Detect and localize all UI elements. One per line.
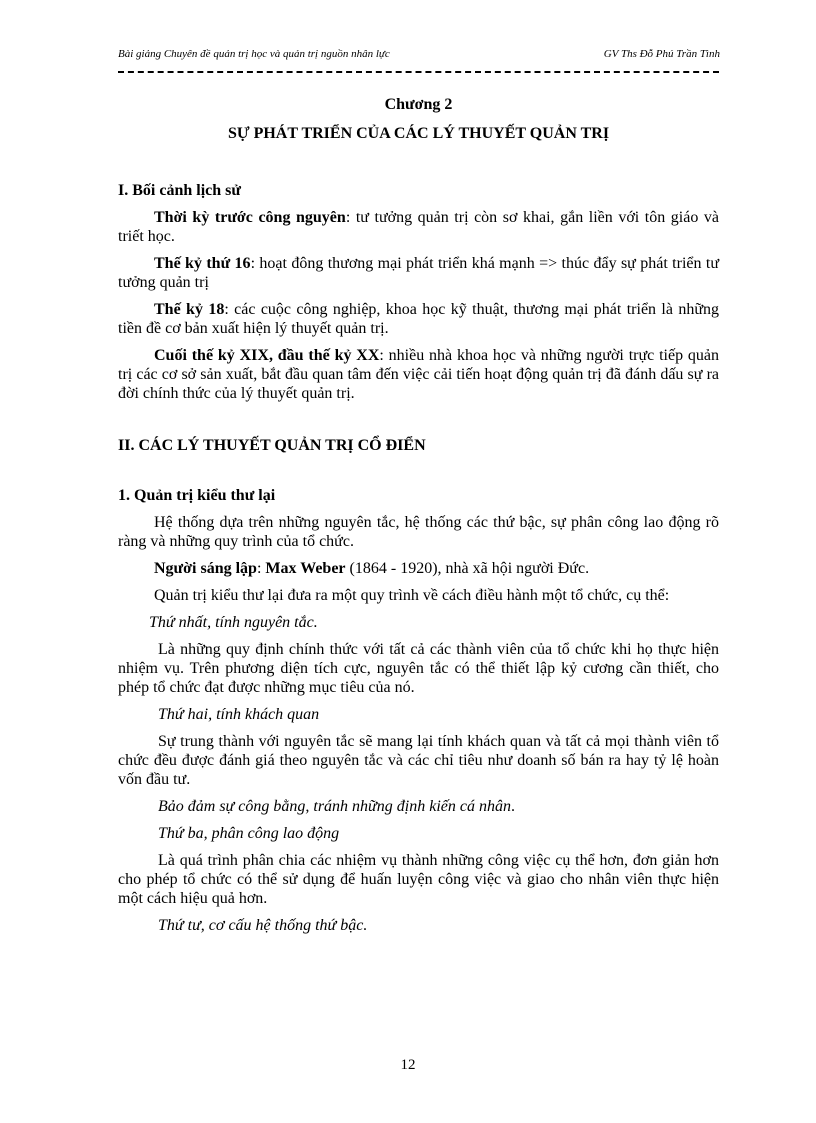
paragraph-text: : nhiều nhà khoa học và những người trực tiếp quản trị các cơ sở sản xuất, bắt đầu quan tâm đến việc cải tiến hoạt động quản trị đã đánh dấu sự ra đời chính thức của lý thuyết quản trị.	[118, 347, 719, 402]
paragraph-process: Quản trị kiểu thư lại đưa ra một quy trình về cách điều hành một tổ chức, cụ thể:	[154, 587, 670, 604]
term-bc: Thời kỳ trước công nguyên	[154, 209, 346, 226]
term-founder: Người sáng lập	[154, 560, 257, 577]
italic-fairness	[118, 797, 719, 816]
document-body	[118, 95, 719, 935]
fairness-period: .	[510, 798, 515, 815]
paragraph-text: : các cuộc công nghiệp, khoa học kỹ thuật, thương mại phát triển là những tiền đề cơ bản xuất hiện lý thuyết quản trị.	[118, 301, 720, 337]
term-18th: Thế kỷ 18	[154, 301, 225, 318]
subsection-heading-bureaucracy: 1. Quản trị kiểu thư lại	[118, 487, 276, 504]
italic-second-objectivity: Thứ hai, tính khách quan	[158, 706, 320, 723]
term-19th-20th: Cuối thế kỷ XIX, đầu thế kỷ XX	[154, 347, 380, 364]
paragraph-text: : hoạt đông thương mại phát triển khá mạnh => thúc đẩy sự phát triển tư tưởng quản trị	[118, 255, 720, 291]
paragraph-bc	[118, 208, 719, 246]
paragraph-bureaucracy-def: Hệ thống dựa trên những nguyên tắc, hệ thống các thứ bậc, sự phân công lao động rõ ràng và những quy trình của tổ chức.	[118, 514, 719, 550]
page-number: 12	[400, 1057, 416, 1073]
italic-fourth-hierarchy: Thứ tư, cơ cấu hệ thống thứ bậc.	[158, 917, 368, 934]
separator: :	[256, 560, 266, 577]
italic-first-principle: Thứ nhất, tính nguyên tắc.	[149, 614, 318, 631]
paragraph-founder	[118, 559, 719, 578]
chapter-title: SỰ PHÁT TRIỂN CỦA CÁC LÝ THUYẾT QUẢN TRỊ	[227, 125, 610, 142]
section-heading-context: I. Bối cảnh lịch sử	[118, 182, 241, 199]
header-divider	[118, 71, 719, 73]
chapter-number: Chương 2	[384, 96, 453, 113]
paragraph-text: (1864 - 1920), nhà xã hội người Đức.	[345, 560, 590, 577]
page-header	[118, 48, 720, 62]
paragraph-principle: Là những quy định chính thức với tất cả các thành viên của tổ chức khi họ thực hiện nhiệm vụ. Trên phương diện tích cực, nguyên tắc có thể thiết lập kỷ cương cần thiết, cho phép tổ chức đạt được những mục tiêu của nó.	[118, 641, 719, 696]
italic-third-division-of-labor: Thứ ba, phân công lao động	[158, 825, 340, 842]
paragraph-division-of-labor: Là quá trình phân chia các nhiệm vụ thành những công việc cụ thể hơn, đơn giản hơn cho phép tổ chức có thể sử dụng để huấn luyện công việc và giao cho nhân viên thực hiện một cách hiệu quả hơn.	[118, 852, 719, 907]
paragraph-18th-century	[118, 300, 719, 338]
paragraph-text: : tư tưởng quản trị còn sơ khai, gắn liền với tôn giáo và triết học.	[118, 209, 720, 245]
fairness-text: Bảo đảm sự công bằng, tránh những định kiến cá nhân	[158, 798, 511, 815]
paragraph-16th-century	[118, 254, 719, 292]
term-16th: Thế kỷ thứ 16	[154, 255, 251, 272]
paragraph-objectivity: Sự trung thành với nguyên tắc sẽ mang lại tính khách quan và tất cả mọi thành viên tổ chức đều được đánh giá theo nguyên tắc và các chỉ tiêu như doanh số bán ra hay tỷ lệ hoàn vốn đầu tư.	[118, 733, 719, 788]
section-heading-classical-theories: II. CÁC LÝ THUYẾT QUẢN TRỊ CỔ ĐIỂN	[118, 437, 426, 454]
header-author: GV Ths Đỗ Phú Trần Tình	[603, 48, 720, 60]
paragraph-19th-20th-century	[118, 346, 719, 403]
header-course-title: Bài giảng Chuyên đề quản trị học và quản trị nguồn nhân lực	[118, 48, 390, 60]
term-max-weber: Max Weber	[265, 560, 346, 577]
